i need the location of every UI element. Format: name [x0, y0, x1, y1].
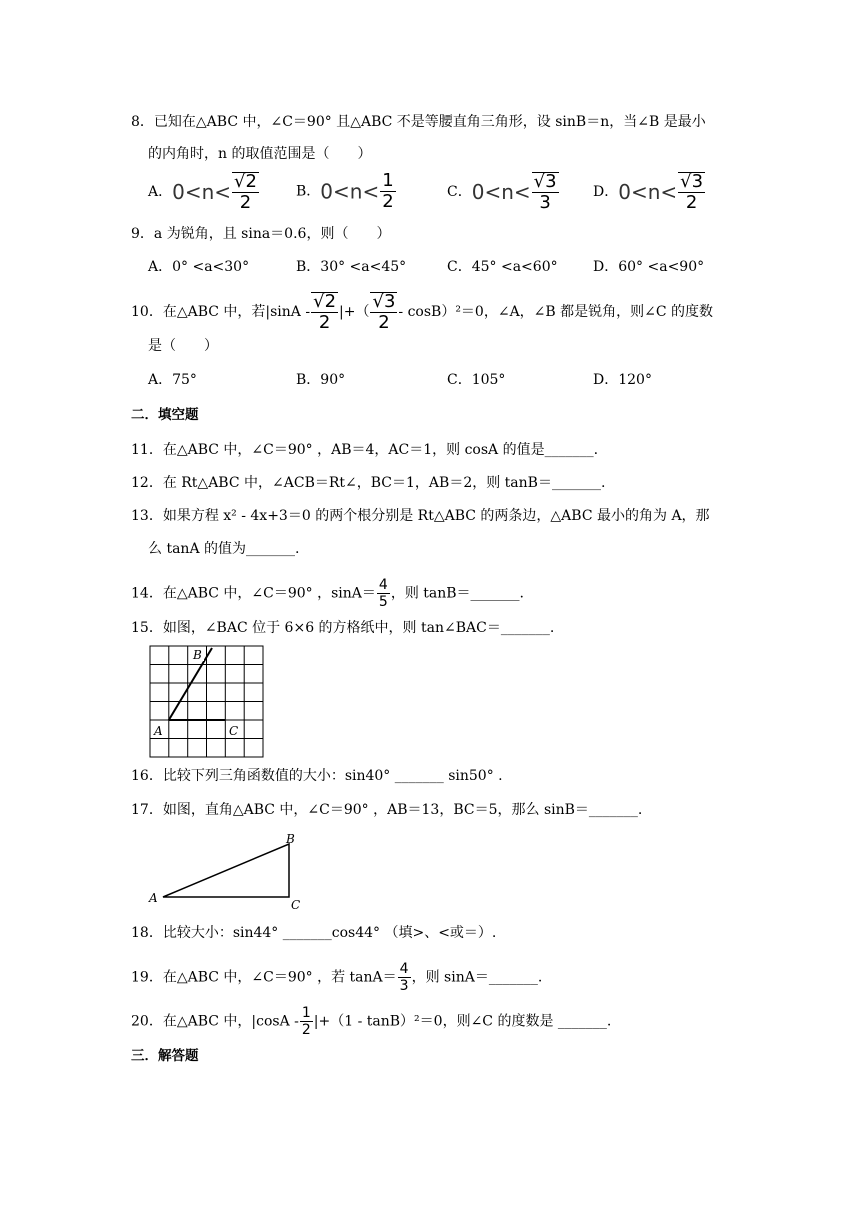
fraction-numerator: 1 — [301, 1005, 311, 1021]
fraction-denominator: 3 — [539, 192, 551, 213]
q10-stem-line1 — [131, 292, 713, 332]
q8-option-b[interactable] — [296, 172, 397, 211]
option-label: D． — [593, 184, 619, 200]
q19-text-post: ，则 sinA＝_______. — [411, 969, 543, 986]
q9-option-b[interactable]: B．30° <a<45° — [296, 259, 407, 275]
ray-ab — [169, 648, 212, 720]
q13-line2: 么 tanA 的值为_______. — [148, 541, 300, 557]
option-inequality: 0<n< — [320, 179, 380, 204]
q9-stem: 9．a 为锐角，且 sina＝0.6，则（ ） — [131, 226, 391, 242]
option-label: C． — [447, 184, 472, 200]
fraction-numerator: √2 — [234, 171, 257, 192]
q14-fraction — [377, 578, 390, 609]
fraction-denominator: 2 — [378, 312, 390, 333]
fraction-denominator: 2 — [239, 192, 252, 213]
fraction-numerator: √3 — [680, 171, 704, 192]
q10-option-b[interactable]: B．90° — [296, 372, 346, 388]
label-c: C — [229, 724, 239, 738]
q10-fraction-1 — [311, 292, 338, 332]
q19-text-pre: 19．在△ABC 中，∠C＝90° ，若 tanA＝ — [131, 969, 397, 986]
q10-text-pre: 10．在△ABC 中，若|sinA - — [131, 304, 311, 320]
q8-option-c[interactable] — [447, 172, 560, 212]
q10-text-post: - cosB）²＝0，∠A，∠B 都是锐角，则∠C 的度数 — [398, 304, 714, 320]
fraction-numerator: √2 — [313, 291, 337, 312]
q19-fraction — [398, 962, 411, 993]
q16: 16．比较下列三角函数值的大小：sin40° _______ sin50° . — [131, 768, 503, 784]
q14-text-post: ，则 tanB＝_______. — [390, 585, 525, 602]
q12: 12．在 Rt△ABC 中，∠ACB＝Rt∠，BC＝1，AB＝2，则 tanB＝_______. — [131, 475, 606, 491]
fraction-denominator: 2 — [318, 312, 331, 333]
q10-option-c[interactable]: C．105° — [447, 372, 506, 388]
option-fraction — [232, 172, 259, 212]
q15-grid-figure — [146, 644, 266, 760]
fraction-denominator: 5 — [378, 594, 388, 610]
q10-fraction-2 — [370, 292, 397, 332]
q8-option-d[interactable] — [593, 172, 706, 212]
q10-text-mid: |+（ — [339, 304, 370, 320]
q10-stem-line2: 是（ ） — [148, 338, 218, 354]
fraction-denominator: 2 — [685, 192, 698, 213]
q8-option-a[interactable] — [148, 172, 260, 212]
fraction-denominator: 2 — [382, 191, 394, 212]
label-b: B — [286, 832, 295, 846]
section-title-answer: 三．解答题 — [131, 1048, 199, 1064]
q15: 15．如图，∠BAC 位于 6×6 的方格纸中，则 tan∠BAC＝_______. — [131, 620, 555, 636]
label-b: B — [193, 648, 202, 662]
q20 — [131, 1006, 611, 1037]
fraction-numerator: 4 — [399, 961, 409, 977]
q11: 11．在△ABC 中，∠C＝90° ，AB＝4，AC＝1，则 cosA 的值是_______. — [131, 442, 599, 458]
q18: 18．比较大小：sin44° _______cos44° （填>、<或＝）. — [131, 925, 497, 941]
q10-option-a[interactable]: A．75° — [148, 372, 197, 388]
q20-text-post: |+（1 - tanB）²＝0，则∠C 的度数是 _______. — [313, 1013, 612, 1030]
label-a: A — [154, 724, 163, 738]
q9-option-a[interactable]: A．0° <a<30° — [148, 259, 250, 275]
q17: 17．如图，直角△ABC 中，∠C＝90° ，AB＝13，BC＝5，那么 sinB＝_______. — [131, 802, 643, 818]
section-title-fill-in: 二．填空题 — [131, 407, 199, 423]
q20-fraction — [300, 1006, 313, 1037]
q13-line1: 13．如果方程 x² - 4x+3＝0 的两个根分别是 Rt△ABC 的两条边，△ABC 最小的角为 A，那 — [131, 508, 710, 524]
label-a: A — [149, 891, 158, 905]
option-fraction — [532, 172, 559, 212]
label-c: C — [291, 898, 301, 912]
q9-option-c[interactable]: C．45° <a<60° — [447, 259, 558, 275]
q14-text-pre: 14．在△ABC 中，∠C＝90° ，sinA＝ — [131, 585, 376, 602]
option-inequality: 0<n< — [172, 180, 232, 204]
q14 — [131, 578, 524, 609]
q9-option-d[interactable]: D．60° <a<90° — [593, 259, 705, 275]
option-label: A． — [148, 184, 173, 200]
option-fraction — [678, 172, 705, 212]
q20-text-pre: 20．在△ABC 中，|cosA - — [131, 1013, 299, 1030]
q8-stem-line1: 8．已知在△ABC 中，∠C＝90° 且△ABC 不是等腰直角三角形，设 sinB＝n，当∠B 是最小 — [131, 114, 706, 130]
q8-stem-line2: 的内角时，n 的取值范围是（ ） — [148, 146, 372, 162]
option-label: B． — [296, 183, 321, 200]
fraction-denominator: 3 — [399, 978, 409, 994]
fraction-numerator: √3 — [533, 171, 557, 192]
q10-option-d[interactable]: D．120° — [593, 372, 652, 388]
fraction-numerator: √3 — [372, 291, 396, 312]
option-fraction — [380, 172, 395, 211]
fraction-numerator: 1 — [382, 170, 394, 191]
fraction-denominator: 2 — [301, 1022, 311, 1038]
q19 — [131, 962, 542, 993]
q17-triangle-figure — [146, 830, 306, 912]
option-inequality: 0<n< — [618, 180, 678, 204]
option-inequality: 0<n< — [471, 180, 531, 204]
fraction-numerator: 4 — [378, 577, 388, 593]
